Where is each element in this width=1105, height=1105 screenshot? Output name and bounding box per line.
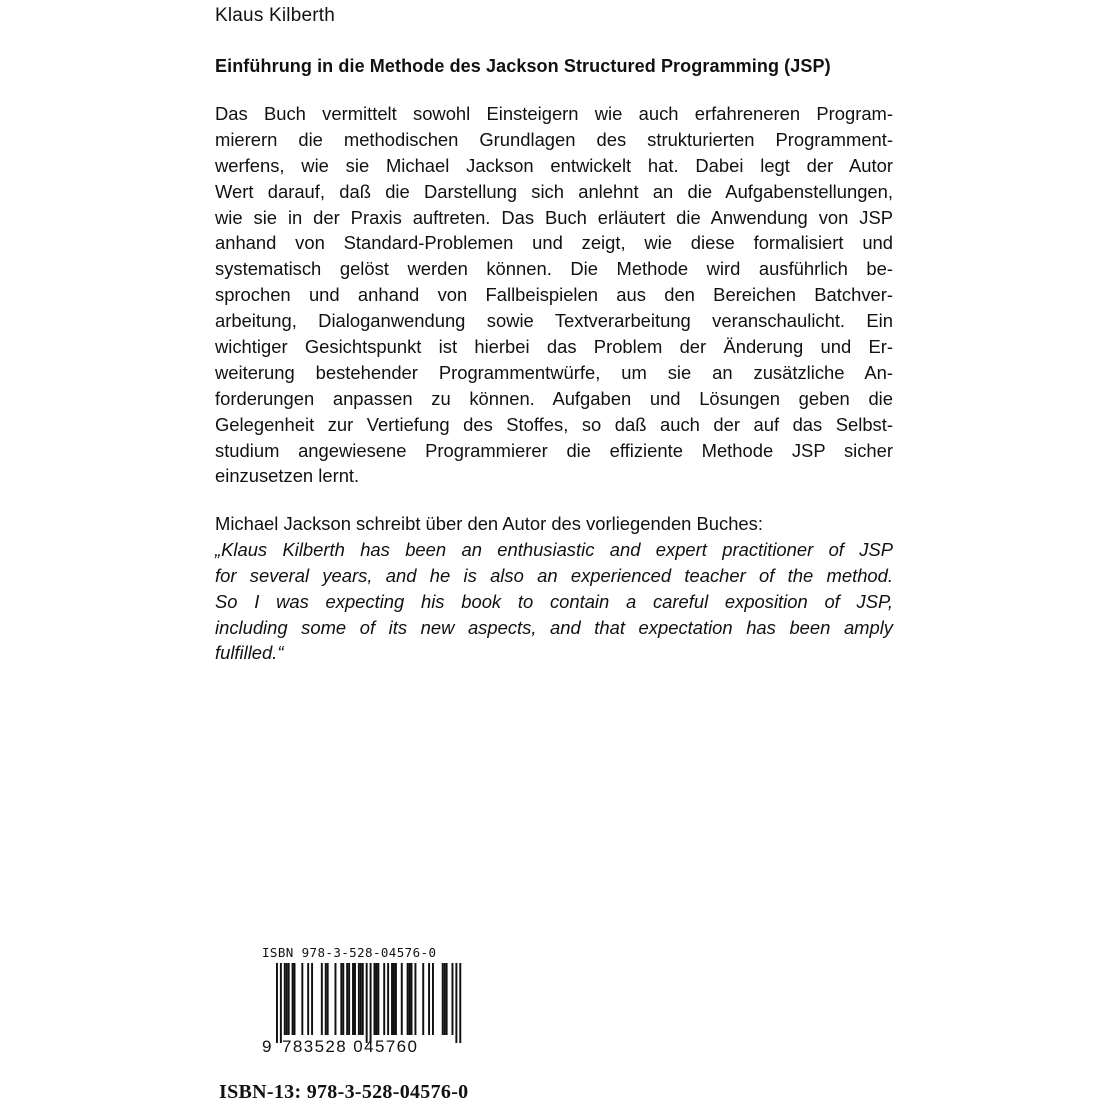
blurb-line: wie sie in der Praxis auftreten. Das Buch erläutert die Anwendung von JSP: [215, 206, 893, 228]
barcode-bar: [276, 963, 278, 1043]
barcode-bar: [301, 963, 303, 1035]
blurb-line: sprochen und anhand von Fallbeispielen aus den Bereichen Batchver-: [215, 284, 893, 306]
barcode-bar: [325, 963, 327, 1035]
blurb-line: studium angewiesene Programmierer die effiziente Methode JSP sicher: [215, 439, 893, 461]
blurb-line: anhand von Standard-Problemen und zeigt, wie diese formalisiert und: [215, 232, 893, 254]
barcode-bar: [375, 963, 377, 1035]
barcode-bar: [284, 963, 286, 1035]
barcode-bar: [358, 963, 360, 1035]
barcode-bar: [391, 963, 393, 1035]
barcode-bar: [307, 963, 309, 1035]
barcode-bar: [321, 963, 323, 1035]
barcode-bar: [446, 963, 448, 1035]
barcode-isbn-label: ISBN 978-3-528-04576-0: [262, 945, 437, 960]
isbn-13: ISBN-13: 978-3-528-04576-0: [219, 1081, 469, 1103]
barcode-bar: [292, 963, 294, 1035]
barcode-bar: [395, 963, 397, 1035]
barcode-digits: 783528 045760: [282, 1037, 419, 1056]
barcode-bar: [393, 963, 395, 1035]
barcode-bar: [444, 963, 446, 1035]
book-title: Einführung in die Methode des Jackson Structured Programming (JSP): [215, 56, 831, 76]
barcode-bar: [360, 963, 362, 1035]
barcode-bar: [354, 963, 356, 1035]
quote-line: So I was expecting his book to contain a careful exposition of JSP,: [215, 590, 893, 612]
blurb-line: weiterung bestehender Programmentwürfe, um sie an zusätzliche An-: [215, 361, 893, 383]
barcode-bar: [428, 963, 430, 1035]
quote-line: including some of its new aspects, and that expectation has been amply: [215, 616, 893, 638]
quote-line: fulfilled.“: [215, 642, 284, 664]
quote-section: [215, 511, 893, 666]
barcode-bar: [407, 963, 409, 1035]
barcode-bar: [362, 963, 364, 1035]
barcode-bar: [342, 963, 344, 1035]
barcode-bar: [370, 963, 372, 1043]
blurb-line: wichtiger Gesichtspunkt ist hierbei das Problem der Änderung und Er-: [215, 336, 893, 358]
barcode-bar: [459, 963, 461, 1043]
blurb-line: werfens, wie sie Michael Jackson entwickelt hat. Dabei legt der Autor: [215, 154, 893, 176]
barcode-bar: [414, 963, 416, 1035]
barcode-bar: [294, 963, 296, 1035]
barcode-bar: [340, 963, 342, 1035]
blurb-line: forderungen anpassen zu können. Aufgaben und Lösungen geben die: [215, 387, 893, 409]
barcode-lead-digit: 9: [262, 1037, 272, 1056]
barcode-bar: [327, 963, 329, 1035]
barcode-bar: [387, 963, 389, 1035]
barcode: [258, 945, 478, 1065]
quote-line: for several years, and he is also an experienced teacher of the method.: [215, 564, 893, 586]
barcode-bar: [422, 963, 424, 1035]
quote-intro: Michael Jackson schreibt über den Autor des vorliegenden Buches:: [215, 513, 763, 534]
barcode-bar: [335, 963, 337, 1035]
blurb-line: Gelegenheit zur Vertiefung des Stoffes, so daß auch der auf das Selbst-: [215, 413, 893, 435]
quote-text: [215, 537, 893, 666]
blurb-line: arbeitung, Dialoganwendung sowie Textverarbeitung veranschaulicht. Ein: [215, 310, 893, 332]
barcode-bar: [352, 963, 354, 1035]
barcode-bar: [366, 963, 368, 1043]
barcode-bar: [377, 963, 379, 1035]
blurb-line: einzusetzen lernt.: [215, 465, 360, 487]
blurb-line: mierern die methodischen Grundlagen des strukturierten Programment-: [215, 128, 893, 150]
barcode-bar: [455, 963, 457, 1043]
barcode-bar: [288, 963, 290, 1035]
author-name: Klaus Kilberth: [215, 5, 336, 26]
barcode-bar: [286, 963, 288, 1035]
barcode-bar: [348, 963, 350, 1035]
barcode-bar: [432, 963, 434, 1035]
barcode-bar: [401, 963, 403, 1035]
blurb-line: Wert darauf, daß die Darstellung sich anlehnt an die Aufgabenstellungen,: [215, 180, 893, 202]
barcode-bar: [452, 963, 454, 1035]
blurb-line: Das Buch vermittelt sowohl Einsteigern wie auch erfahreneren Program-: [215, 103, 893, 124]
barcode-bar: [383, 963, 385, 1035]
barcode-bar: [346, 963, 348, 1035]
blurb-line: systematisch gelöst werden können. Die Methode wird ausführlich be-: [215, 258, 893, 280]
barcode-bar: [409, 963, 411, 1035]
barcode-bar: [311, 963, 313, 1035]
barcode-bars: [258, 963, 468, 1043]
barcode-bar: [280, 963, 282, 1043]
barcode-bar: [442, 963, 444, 1035]
barcode-bar: [374, 963, 376, 1035]
blurb-paragraph: [215, 101, 893, 489]
barcode-bar: [411, 963, 413, 1035]
quote-line: „Klaus Kilberth has been an enthusiastic and expert practitioner of JSP: [215, 538, 893, 560]
